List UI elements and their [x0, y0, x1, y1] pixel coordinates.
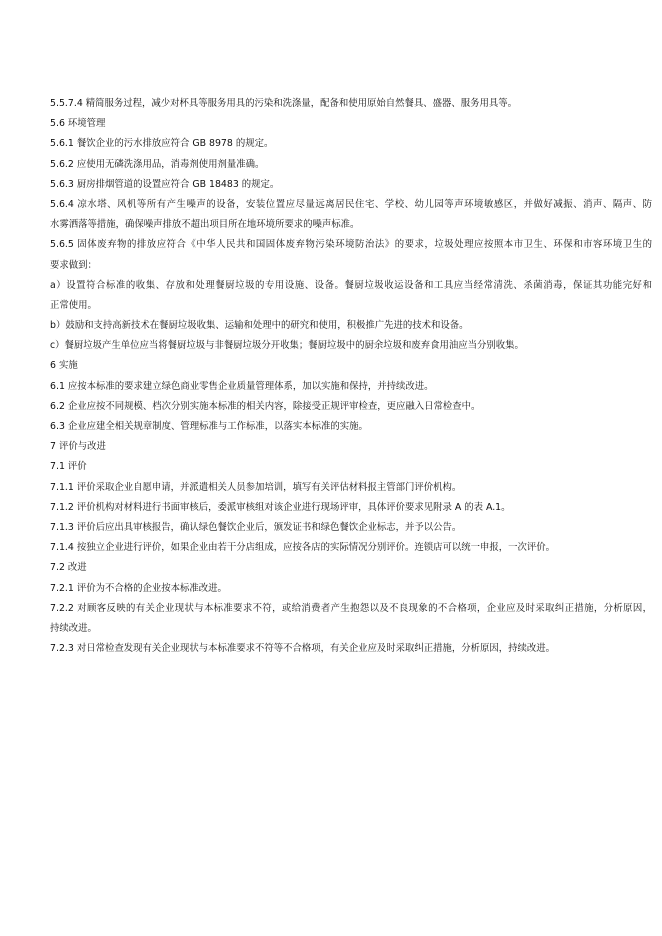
item-c: c）餐厨垃圾产生单位应当将餐厨垃圾与非餐厨垃圾分开收集；餐厨垃圾中的厨余垃圾和废弃食用油应当分别收集。	[50, 340, 524, 352]
clause-5-6-5-line-2: 要求做到：	[50, 259, 97, 271]
heading-7-2-improvement: 7.2 改进	[50, 562, 87, 574]
clause-7-2-3: 7.2.3 对日常检查发现有关企业现状与本标准要求不符等不合格项，有关企业应及时采取纠正措施，分析原因，持续改进。	[50, 643, 555, 655]
heading-6-implementation: 6 实施	[50, 360, 78, 372]
heading-7-1-evaluation: 7.1 评价	[50, 461, 87, 473]
clause-5-6-5-line-1: 5.6.5 固体废弃物的排放应符合《中华人民共和国固体废弃物污染环境防治法》的要求，垃圾处理应按照本市卫生、环保和市容环境卫生的	[50, 239, 652, 251]
clause-5-6-4-line-1: 5.6.4 凉水塔、风机等所有产生噪声的设备，安装位置应尽量远离居民住宅、学校、幼儿园等声环境敏感区，并做好减振、消声、隔声、防	[50, 198, 652, 210]
clause-5-6-4-line-2: 水雾洒落等措施，确保噪声排放不超出项目所在地环境所要求的噪声标准。	[50, 219, 360, 231]
item-a-line-1: a）设置符合标准的收集、存放和处理餐厨垃圾的专用设施、设备。餐厨垃圾收运设备和工具应当经常清洗、杀菌消毒，保证其功能完好和	[50, 279, 652, 291]
heading-5-6-environment: 5.6 环境管理	[50, 118, 106, 130]
clause-6-3: 6.3 企业应建全相关规章制度、管理标准与工作标准，以落实本标准的实施。	[50, 421, 368, 432]
clause-7-2-1: 7.2.1 评价为不合格的企业按本标准改进。	[50, 582, 227, 594]
clause-7-2-2-line-1: 7.2.2 对顾客反映的有关企业现状与本标准要求不符，或给消费者产生抱怨以及不良现象的不合格项，企业应及时采取纠正措施，分析原因，	[50, 602, 652, 614]
clause-7-2-2-line-2: 持续改进。	[50, 622, 97, 634]
document-body	[50, 94, 652, 659]
clause-7-1-1: 7.1.1 评价采取企业自愿申请，并派遣相关人员参加培训，填写有关评估材料报主管部门评价机构。	[50, 481, 462, 493]
clause-5-6-2: 5.6.2 应使用无磷洗涤用品，消毒剂使用剂量准确。	[50, 158, 265, 170]
clause-5-5-7-4: 5.5.7.4 精简服务过程，减少对杯具等服务用具的污染和洗涤量，配备和使用原始自然餐具、盛器、服务用具等。	[50, 98, 518, 109]
clause-5-6-3: 5.6.3 厨房排烟管道的设置应符合 GB 18483 的规定。	[50, 178, 280, 190]
clause-6-2: 6.2 企业应按不同规模、档次分别实施本标准的相关内容，除接受正规评审检查，更应融入日常检查中。	[50, 400, 481, 412]
heading-7-evaluation-improvement: 7 评价与改进	[50, 441, 106, 453]
clause-6-1: 6.1 应按本标准的要求建立绿色商业零售企业质量管理体系，加以实施和保持，并持续改进。	[50, 380, 434, 392]
item-b: b）鼓励和支持高新技术在餐厨垃圾收集、运输和处理中的研究和使用，积极推广先进的技术和设备。	[50, 320, 469, 332]
item-a-line-2: 正常使用。	[50, 299, 97, 311]
clause-7-1-2: 7.1.2 评价机构对材料进行书面审核后，委派审核组对该企业进行现场评审，具体评价要求见附录 A 的表 A.1。	[50, 501, 511, 513]
clause-7-1-3: 7.1.3 评价后应出具审核报告，确认绿色餐饮企业后，颁发证书和绿色餐饮企业标志，并予以公告。	[50, 521, 462, 533]
clause-5-6-1: 5.6.1 餐饮企业的污水排放应符合 GB 8978 的规定。	[50, 138, 274, 150]
clause-7-1-4: 7.1.4 按独立企业进行评价，如果企业由若干分店组成，应按各店的实际情况分别评价。连锁店可以统一申报，一次评价。	[50, 542, 555, 554]
